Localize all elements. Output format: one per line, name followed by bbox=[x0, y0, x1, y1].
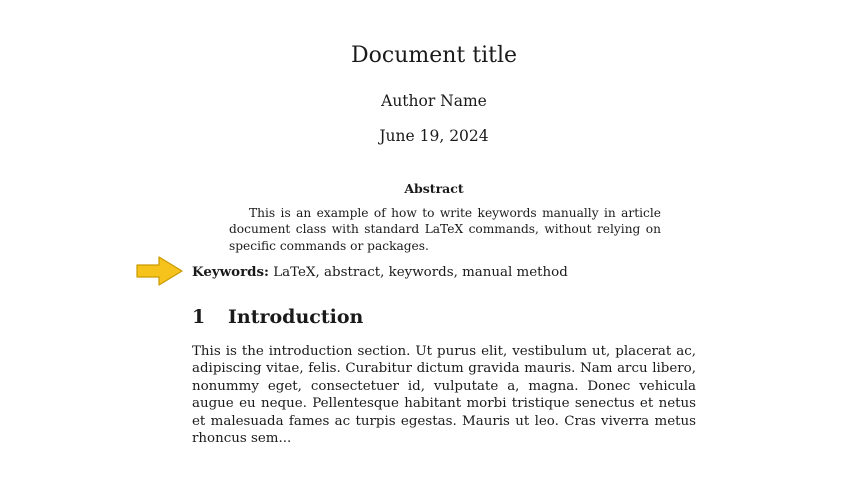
section-number: 1 bbox=[192, 306, 206, 328]
abstract-text: This is an example of how to write keywords manually in article document class with standard LaTeX commands, without relying on specific commands or packages. bbox=[229, 206, 661, 253]
arrow-right-icon bbox=[135, 255, 185, 287]
document-date: June 19, 2024 bbox=[379, 127, 489, 145]
section-heading bbox=[192, 304, 363, 330]
arrow-shape bbox=[137, 257, 182, 285]
keywords-value: LaTeX, abstract, keywords, manual method bbox=[273, 265, 568, 280]
document-author: Author Name bbox=[381, 92, 487, 110]
section-title: Introduction bbox=[228, 306, 364, 328]
keywords-line bbox=[192, 263, 568, 282]
keywords-label: Keywords: bbox=[192, 264, 270, 280]
abstract-heading: Abstract bbox=[404, 181, 464, 196]
document-title: Document title bbox=[350, 43, 518, 68]
section-body: This is the introduction section. Ut purus elit, vestibulum ut, placerat ac, adipiscing vitae, felis. Curabitur dictum gravida mauris. Nam arcu libero, nonummy eget, consectetuer id, vulputate a, magna. Donec vehicula augue eu neque. Pellentesque habitant morbi tristique senectus et netus et malesuada fames ac turpis egestas. Mauris ut leo. Cras viverra metus rhoncus sem... bbox=[192, 344, 696, 447]
